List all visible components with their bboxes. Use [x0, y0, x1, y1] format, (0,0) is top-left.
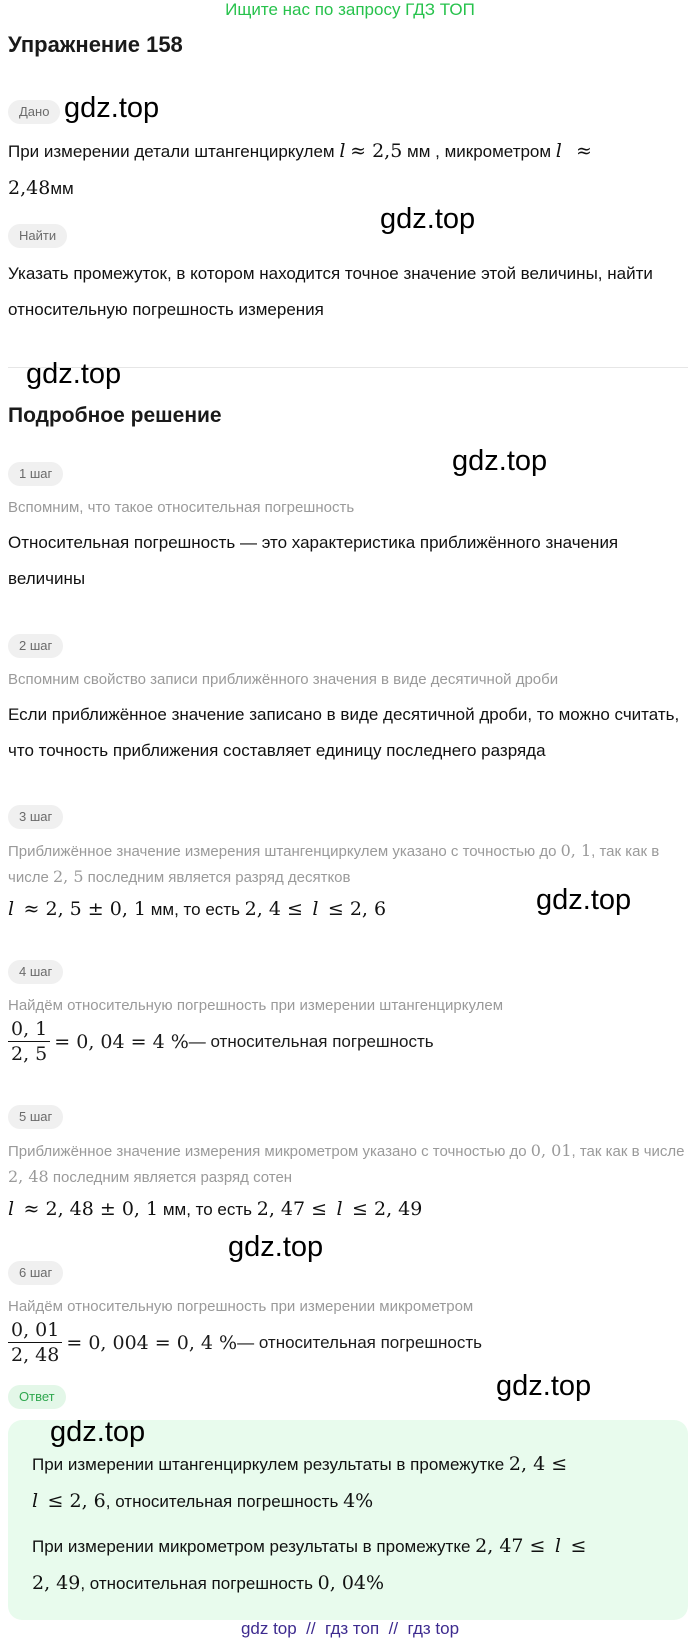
step-3-math-c: ≤ 2, 6: [327, 898, 387, 920]
step-4-math: = 0, 04 = 4 %: [54, 1030, 189, 1053]
step-5-hint-m1: 0, 01: [530, 1141, 572, 1160]
var-l: l: [555, 140, 562, 162]
step-6-formula: [8, 1318, 482, 1367]
answer-chip: Ответ: [8, 1385, 66, 1409]
step-3-hint-a: Приближённое значение измерения штангенциркулем указано с точностью до: [8, 843, 561, 860]
watermark: gdz.top: [536, 884, 632, 916]
step-1-hint: Вспомним, что такое относительная погрешность: [8, 499, 355, 516]
step-2-chip: 2 шаг: [8, 634, 63, 658]
step-5-hint: [8, 1138, 688, 1190]
answer-p2-math-b: ≤: [570, 1535, 587, 1557]
var-l: l: [554, 1535, 561, 1557]
step-4-hint: Найдём относительную погрешность при измерении штангенциркулем: [8, 997, 504, 1014]
given-text-c: мм: [50, 179, 74, 198]
var-l: l: [312, 898, 319, 920]
step-5-hint-b: , так как в числе: [571, 1143, 685, 1160]
given-text-b: мм , микрометром: [402, 142, 556, 161]
step-6-hint: Найдём относительную погрешность при измерении микрометром: [8, 1298, 474, 1315]
given-math-a: ≈ 2,5: [350, 140, 403, 162]
watermark: gdz.top: [50, 1416, 146, 1448]
step-1-text: Относительная погрешность — это характеристика приближённого значения величины: [8, 533, 619, 588]
answer-p1-math-b: ≤ 2, 6: [47, 1490, 106, 1512]
var-l: l: [336, 1198, 343, 1220]
step-5-chip: 5 шаг: [8, 1105, 63, 1129]
answer-p1-text-a: При измерении штангенциркулем результаты в промежутке: [32, 1455, 509, 1474]
step-2-text: Если приближённое значение записано в виде десятичной дроби, то можно считать, что точность приближения составляет единицу последнего разряда: [8, 705, 680, 760]
step-5-hint-a: Приближённое значение измерения микрометром указано с точностью до: [8, 1143, 531, 1160]
step-5-formula: [8, 1191, 688, 1228]
step-3-hint-c: последним является разряд десятков: [83, 869, 351, 886]
step-3-hint: [8, 838, 688, 890]
step-3-math-a: ≈ 2, 5 ± 0, 1: [23, 898, 147, 920]
answer-p1-math-a: 2, 4 ≤: [508, 1453, 568, 1475]
answer-p2-text-b: , относительная погрешность: [80, 1574, 318, 1593]
step-6-frac-num: 0, 01: [8, 1318, 62, 1343]
var-l: l: [339, 140, 346, 162]
step-5-math-b: 2, 47 ≤: [256, 1198, 328, 1220]
var-l: l: [32, 1490, 39, 1512]
watermark: gdz.top: [452, 445, 548, 477]
given-math-b: ≈: [576, 140, 592, 162]
step-3-hint-m1: 0, 1: [560, 841, 592, 860]
step-3-hint-m2: 2, 5: [52, 867, 84, 886]
step-4-formula: [8, 1017, 434, 1066]
answer-paragraph-1: [32, 1446, 652, 1520]
step-3-chip: 3 шаг: [8, 805, 63, 829]
watermark: gdz.top: [496, 1370, 592, 1402]
answer-p1-text-b: , относительная погрешность: [105, 1492, 344, 1511]
step-3-math-b: 2, 4 ≤: [244, 898, 303, 920]
watermark: gdz.top: [64, 92, 160, 124]
given-text-a: При измерении детали штангенциркулем: [8, 142, 340, 161]
step-6-text: — относительная погрешность: [237, 1332, 482, 1352]
step-5-hint-m2: 2, 48: [8, 1167, 49, 1186]
given-text: [8, 133, 688, 207]
step-6-frac-den: 2, 48: [11, 1344, 60, 1366]
watermark: gdz.top: [380, 203, 476, 235]
find-text: Указать промежуток, в котором находится точное значение этой величины, найти относительную погрешность измерения: [8, 264, 653, 319]
step-3-hint-b: , так как в числе: [8, 843, 660, 886]
answer-paragraph-2: [32, 1528, 652, 1602]
step-4-text: — относительная погрешность: [188, 1031, 434, 1051]
footer-links[interactable]: gdz top // гдз топ // гдз top: [240, 1619, 460, 1638]
step-4-frac-den: 2, 5: [11, 1043, 48, 1065]
watermark: gdz.top: [228, 1231, 324, 1263]
step-6-fraction: [8, 1318, 62, 1367]
step-6-chip: 6 шаг: [8, 1261, 63, 1285]
step-5-math-c: ≤ 2, 49: [352, 1198, 423, 1220]
answer-p2-math-d: 0, 04%: [317, 1572, 385, 1594]
step-6-math: = 0, 004 = 0, 4 %: [66, 1331, 238, 1354]
top-search-link[interactable]: Ищите нас по запросу ГДЗ ТОП: [225, 0, 475, 19]
page-title: Упражнение 158: [8, 32, 183, 57]
var-l: l: [8, 898, 15, 920]
answer-p2-math-a: 2, 47 ≤: [475, 1535, 546, 1557]
step-4-frac-num: 0, 1: [8, 1017, 50, 1042]
step-5-text-a: мм, то есть: [158, 1200, 257, 1219]
watermark: gdz.top: [26, 358, 122, 390]
find-chip: Найти: [8, 224, 67, 248]
step-1-chip: 1 шаг: [8, 462, 63, 486]
step-3-text-a: мм, то есть: [146, 900, 245, 919]
answer-p1-math-c: 4%: [343, 1490, 374, 1512]
step-5-math-a: ≈ 2, 48 ± 0, 1: [23, 1198, 159, 1220]
step-4-fraction: [8, 1017, 50, 1066]
var-l: l: [8, 1198, 15, 1220]
step-4-chip: 4 шаг: [8, 960, 63, 984]
given-math-c: 2,48: [8, 177, 51, 199]
step-5-hint-c: последним является разряд сотен: [48, 1169, 293, 1186]
solution-title: Подробное решение: [8, 404, 222, 427]
given-chip: Дано: [8, 100, 60, 124]
answer-p2-text-a: При измерении микрометром результаты в промежутке: [32, 1537, 476, 1556]
step-2-hint: Вспомним свойство записи приближённого значения в виде десятичной дроби: [8, 671, 559, 688]
answer-p2-math-c: 2, 49: [32, 1572, 81, 1594]
